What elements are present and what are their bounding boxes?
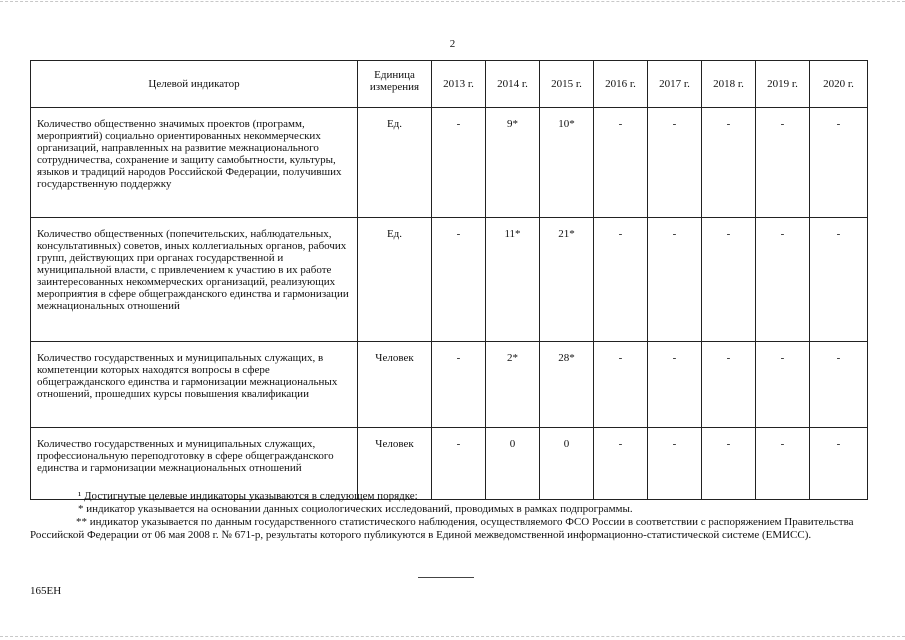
value-2020: - [810,218,868,342]
value-2014: 9* [486,108,540,218]
footnote-single-asterisk: * индикатор указывается на основании данных социологических исследований, проводимых в рамках подпрограммы. [78,503,633,515]
header-year-2019: 2019 г. [756,61,810,108]
header-year-2020: 2020 г. [810,61,868,108]
value-2019: - [756,428,810,500]
header-indicator: Целевой индикатор [31,61,358,108]
indicator-name: Количество общественно значимых проектов (программ, мероприятий) социально ориентированных некоммерческих организаций, направленных на развитие межнационального сотрудничества, сохранение и защиту самобытности, культуры, языков и традиций народов Российской Федерации, получивших государственную поддержку [31,108,358,218]
value-2019: - [756,108,810,218]
indicator-unit: Человек [358,342,432,428]
indicator-unit: Ед. [358,108,432,218]
header-year-2013: 2013 г. [432,61,486,108]
table-header-row [31,61,868,108]
page-number: 2 [449,38,456,50]
header-year-2014: 2014 г. [486,61,540,108]
value-2015: 0 [540,428,594,500]
value-2019: - [756,342,810,428]
indicator-name: Количество государственных и муниципальных служащих, профессиональную переподготовку в сфере общегражданского единства и гармонизации межнациональных отношений [31,428,358,500]
indicator-unit: Человек [358,428,432,500]
footnote-title: ¹ Достигнутые целевые индикаторы указываются в следующем порядке: [78,490,418,502]
value-2018: - [702,342,756,428]
value-2020: - [810,342,868,428]
value-2013: - [432,428,486,500]
header-year-2015: 2015 г. [540,61,594,108]
document-code: 165EH [30,585,62,597]
value-2015: 28* [540,342,594,428]
value-2016: - [594,218,648,342]
value-2016: - [594,342,648,428]
value-2015: 10* [540,108,594,218]
header-unit: Единица измерения [358,61,432,108]
value-2016: - [594,108,648,218]
value-2014: 0 [486,428,540,500]
page-top-edge [0,1,905,2]
value-2020: - [810,108,868,218]
target-indicators-table [30,60,868,500]
value-2013: - [432,108,486,218]
footnotes [30,490,870,542]
indicator-name: Количество государственных и муниципальных служащих, в компетенции которых находятся вопросы в сфере общегражданского единства и гармонизации межнациональных отношений, прошедших курсы повышения квалификации [31,342,358,428]
value-2014: 2* [486,342,540,428]
table-row [31,218,868,342]
page-bottom-edge [0,636,905,637]
value-2018: - [702,218,756,342]
footnote-double-asterisk: ** индикатор указывается по данным государственного статистического наблюдения, осуществляемого ФСО России в соответствии с распоряжением Правительства Российской Федерации от 06 мая 2008 г. № 671-р, результаты которого публикуются в Единой межведомственной информационно-статистической системе (ЕМИСС). [30,516,854,541]
value-2017: - [648,108,702,218]
value-2013: - [432,218,486,342]
table-row [31,108,868,218]
value-2013: - [432,342,486,428]
indicator-name: Количество общественных (попечительских, наблюдательных, консультативных) советов, иных коллегиальных органов, рабочих групп, действующих при органах государственной и муниципальной власти, с привлечением к участию в их работе заинтересованных некоммерческих организаций, реализующих мероприятия в сфере общегражданского единства и гармонизации межнациональных отношений [31,218,358,342]
header-year-2017: 2017 г. [648,61,702,108]
value-2017: - [648,342,702,428]
value-2017: - [648,218,702,342]
value-2019: - [756,218,810,342]
table-row [31,428,868,500]
indicator-unit: Ед. [358,218,432,342]
header-year-2018: 2018 г. [702,61,756,108]
header-year-2016: 2016 г. [594,61,648,108]
value-2018: - [702,428,756,500]
separator-line [418,577,474,578]
value-2017: - [648,428,702,500]
value-2018: - [702,108,756,218]
value-2014: 11* [486,218,540,342]
table-row [31,342,868,428]
value-2020: - [810,428,868,500]
value-2015: 21* [540,218,594,342]
value-2016: - [594,428,648,500]
